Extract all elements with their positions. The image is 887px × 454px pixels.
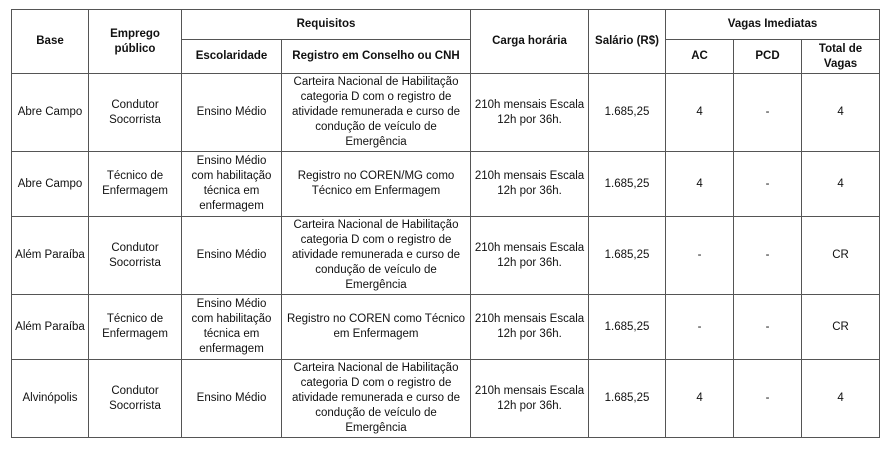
- cell-total: 4: [802, 360, 880, 438]
- cell-ac: -: [666, 295, 734, 360]
- cell-pcd: -: [734, 295, 802, 360]
- cell-registro: Registro no COREN como Técnico em Enfermagem: [282, 295, 471, 360]
- header-row-top: [12, 10, 880, 40]
- table-row: [12, 74, 880, 152]
- header-vagas: Vagas Imediatas: [666, 10, 880, 40]
- cell-registro: Registro no COREN/MG como Técnico em Enfermagem: [282, 152, 471, 217]
- cell-carga: 210h mensais Escala 12h por 36h.: [471, 295, 589, 360]
- cell-base: Alvinópolis: [12, 360, 89, 438]
- cell-emprego: Técnico de Enfermagem: [89, 295, 182, 360]
- table-row: [12, 217, 880, 295]
- cell-escolaridade: Ensino Médio com habilitação técnica em enfermagem: [182, 295, 282, 360]
- cell-base: Além Paraíba: [12, 295, 89, 360]
- cell-carga: 210h mensais Escala 12h por 36h.: [471, 74, 589, 152]
- cell-registro: Carteira Nacional de Habilitação categoria D com o registro de atividade remunerada e curso de condução de veículo de Emergência: [282, 217, 471, 295]
- cell-registro: Carteira Nacional de Habilitação categoria D com o registro de atividade remunerada e curso de condução de veículo de Emergência: [282, 74, 471, 152]
- cell-emprego: Condutor Socorrista: [89, 74, 182, 152]
- vacancy-table: [11, 9, 880, 438]
- cell-pcd: -: [734, 217, 802, 295]
- cell-base: Além Paraíba: [12, 217, 89, 295]
- cell-pcd: -: [734, 152, 802, 217]
- header-pcd: PCD: [734, 40, 802, 74]
- header-emprego: Emprego público: [89, 10, 182, 74]
- cell-emprego: Condutor Socorrista: [89, 217, 182, 295]
- cell-emprego: Técnico de Enfermagem: [89, 152, 182, 217]
- table-row: [12, 295, 880, 360]
- header-registro: Registro em Conselho ou CNH: [282, 40, 471, 74]
- cell-salario: 1.685,25: [589, 295, 666, 360]
- cell-ac: 4: [666, 74, 734, 152]
- cell-salario: 1.685,25: [589, 360, 666, 438]
- cell-total: CR: [802, 295, 880, 360]
- cell-escolaridade: Ensino Médio: [182, 74, 282, 152]
- cell-carga: 210h mensais Escala 12h por 36h.: [471, 217, 589, 295]
- header-escolaridade: Escolaridade: [182, 40, 282, 74]
- header-carga: Carga horária: [471, 10, 589, 74]
- table-row: [12, 152, 880, 217]
- header-total: Total de Vagas: [802, 40, 880, 74]
- cell-pcd: -: [734, 74, 802, 152]
- cell-escolaridade: Ensino Médio: [182, 217, 282, 295]
- header-salario: Salário (R$): [589, 10, 666, 74]
- cell-emprego: Condutor Socorrista: [89, 360, 182, 438]
- cell-ac: 4: [666, 360, 734, 438]
- header-ac: AC: [666, 40, 734, 74]
- cell-ac: -: [666, 217, 734, 295]
- cell-salario: 1.685,25: [589, 152, 666, 217]
- cell-carga: 210h mensais Escala 12h por 36h.: [471, 152, 589, 217]
- table-row: [12, 360, 880, 438]
- cell-base: Abre Campo: [12, 152, 89, 217]
- cell-escolaridade: Ensino Médio: [182, 360, 282, 438]
- header-requisitos: Requisitos: [182, 10, 471, 40]
- cell-escolaridade: Ensino Médio com habilitação técnica em enfermagem: [182, 152, 282, 217]
- cell-salario: 1.685,25: [589, 74, 666, 152]
- cell-total: 4: [802, 74, 880, 152]
- cell-pcd: -: [734, 360, 802, 438]
- header-base: Base: [12, 10, 89, 74]
- cell-ac: 4: [666, 152, 734, 217]
- cell-registro: Carteira Nacional de Habilitação categoria D com o registro de atividade remunerada e curso de condução de veículo de Emergência: [282, 360, 471, 438]
- cell-total: 4: [802, 152, 880, 217]
- cell-base: Abre Campo: [12, 74, 89, 152]
- cell-salario: 1.685,25: [589, 217, 666, 295]
- cell-total: CR: [802, 217, 880, 295]
- cell-carga: 210h mensais Escala 12h por 36h.: [471, 360, 589, 438]
